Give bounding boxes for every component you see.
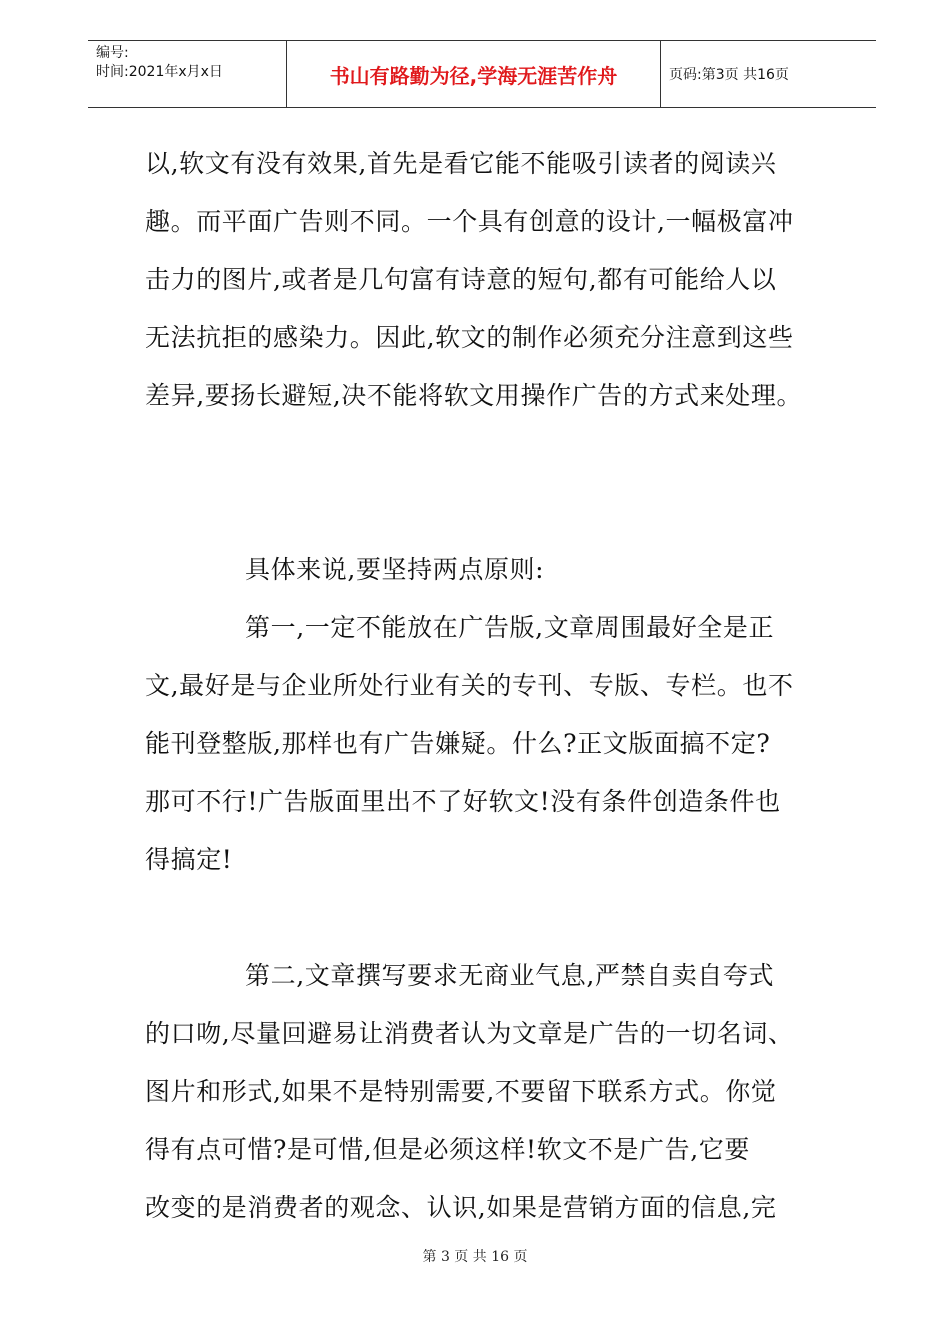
text-line: 击力的图片,或者是几句富有诗意的短句,都有可能给人以 <box>145 265 777 294</box>
document-number-label: 编号: <box>96 45 129 61</box>
text-line: 趣。而平面广告则不同。一个具有创意的设计,一幅极富冲 <box>145 207 794 236</box>
header-page-indicator: 页码:第3页 共16页 <box>669 67 789 83</box>
text-line: 得搞定! <box>145 845 233 874</box>
text-line: 第一,一定不能放在广告版,文章周围最好全是正 <box>245 613 775 642</box>
text-line: 以,软文有没有效果,首先是看它能不能吸引读者的阅读兴 <box>145 149 777 178</box>
text-line: 能刊登整版,那样也有广告嫌疑。什么?正文版面搞不定? <box>145 729 771 758</box>
page-header <box>88 40 876 108</box>
text-line: 改变的是消费者的观念、认识,如果是营销方面的信息,完 <box>145 1193 777 1222</box>
header-motto: 书山有路勤为径,学海无涯苦作舟 <box>287 41 661 107</box>
document-body <box>145 135 825 1237</box>
text-line: 的口吻,尽量回避易让消费者认为文章是广告的一切名词、 <box>145 1019 794 1048</box>
paragraph-4 <box>145 947 825 1237</box>
paragraph-spacer <box>145 889 825 947</box>
text-line: 无法抗拒的感染力。因此,软文的制作必须充分注意到这些 <box>145 323 794 352</box>
text-line: 得有点可惜?是可惜,但是必须这样!软文不是广告,它要 <box>145 1135 750 1164</box>
paragraph-spacer <box>145 425 825 541</box>
paragraph-2 <box>145 541 825 599</box>
paragraph-1 <box>145 135 825 425</box>
text-line: 差异,要扬长避短,决不能将软文用操作广告的方式来处理。 <box>145 381 803 410</box>
text-line: 第二,文章撰写要求无商业气息,严禁自卖自夸式 <box>245 961 775 990</box>
text-line: 图片和形式,如果不是特别需要,不要留下联系方式。你觉 <box>145 1077 777 1106</box>
page-footer-number: 第 3 页 共 16 页 <box>422 1249 528 1265</box>
paragraph-3 <box>145 599 825 889</box>
text-line: 具体来说,要坚持两点原则: <box>245 555 545 584</box>
document-time-label: 时间:2021年x月x日 <box>96 64 223 80</box>
header-meta <box>88 41 287 107</box>
text-line: 那可不行!广告版面里出不了好软文!没有条件创造条件也 <box>145 787 781 816</box>
text-line: 文,最好是与企业所处行业有关的专刊、专版、专栏。也不 <box>145 671 794 700</box>
